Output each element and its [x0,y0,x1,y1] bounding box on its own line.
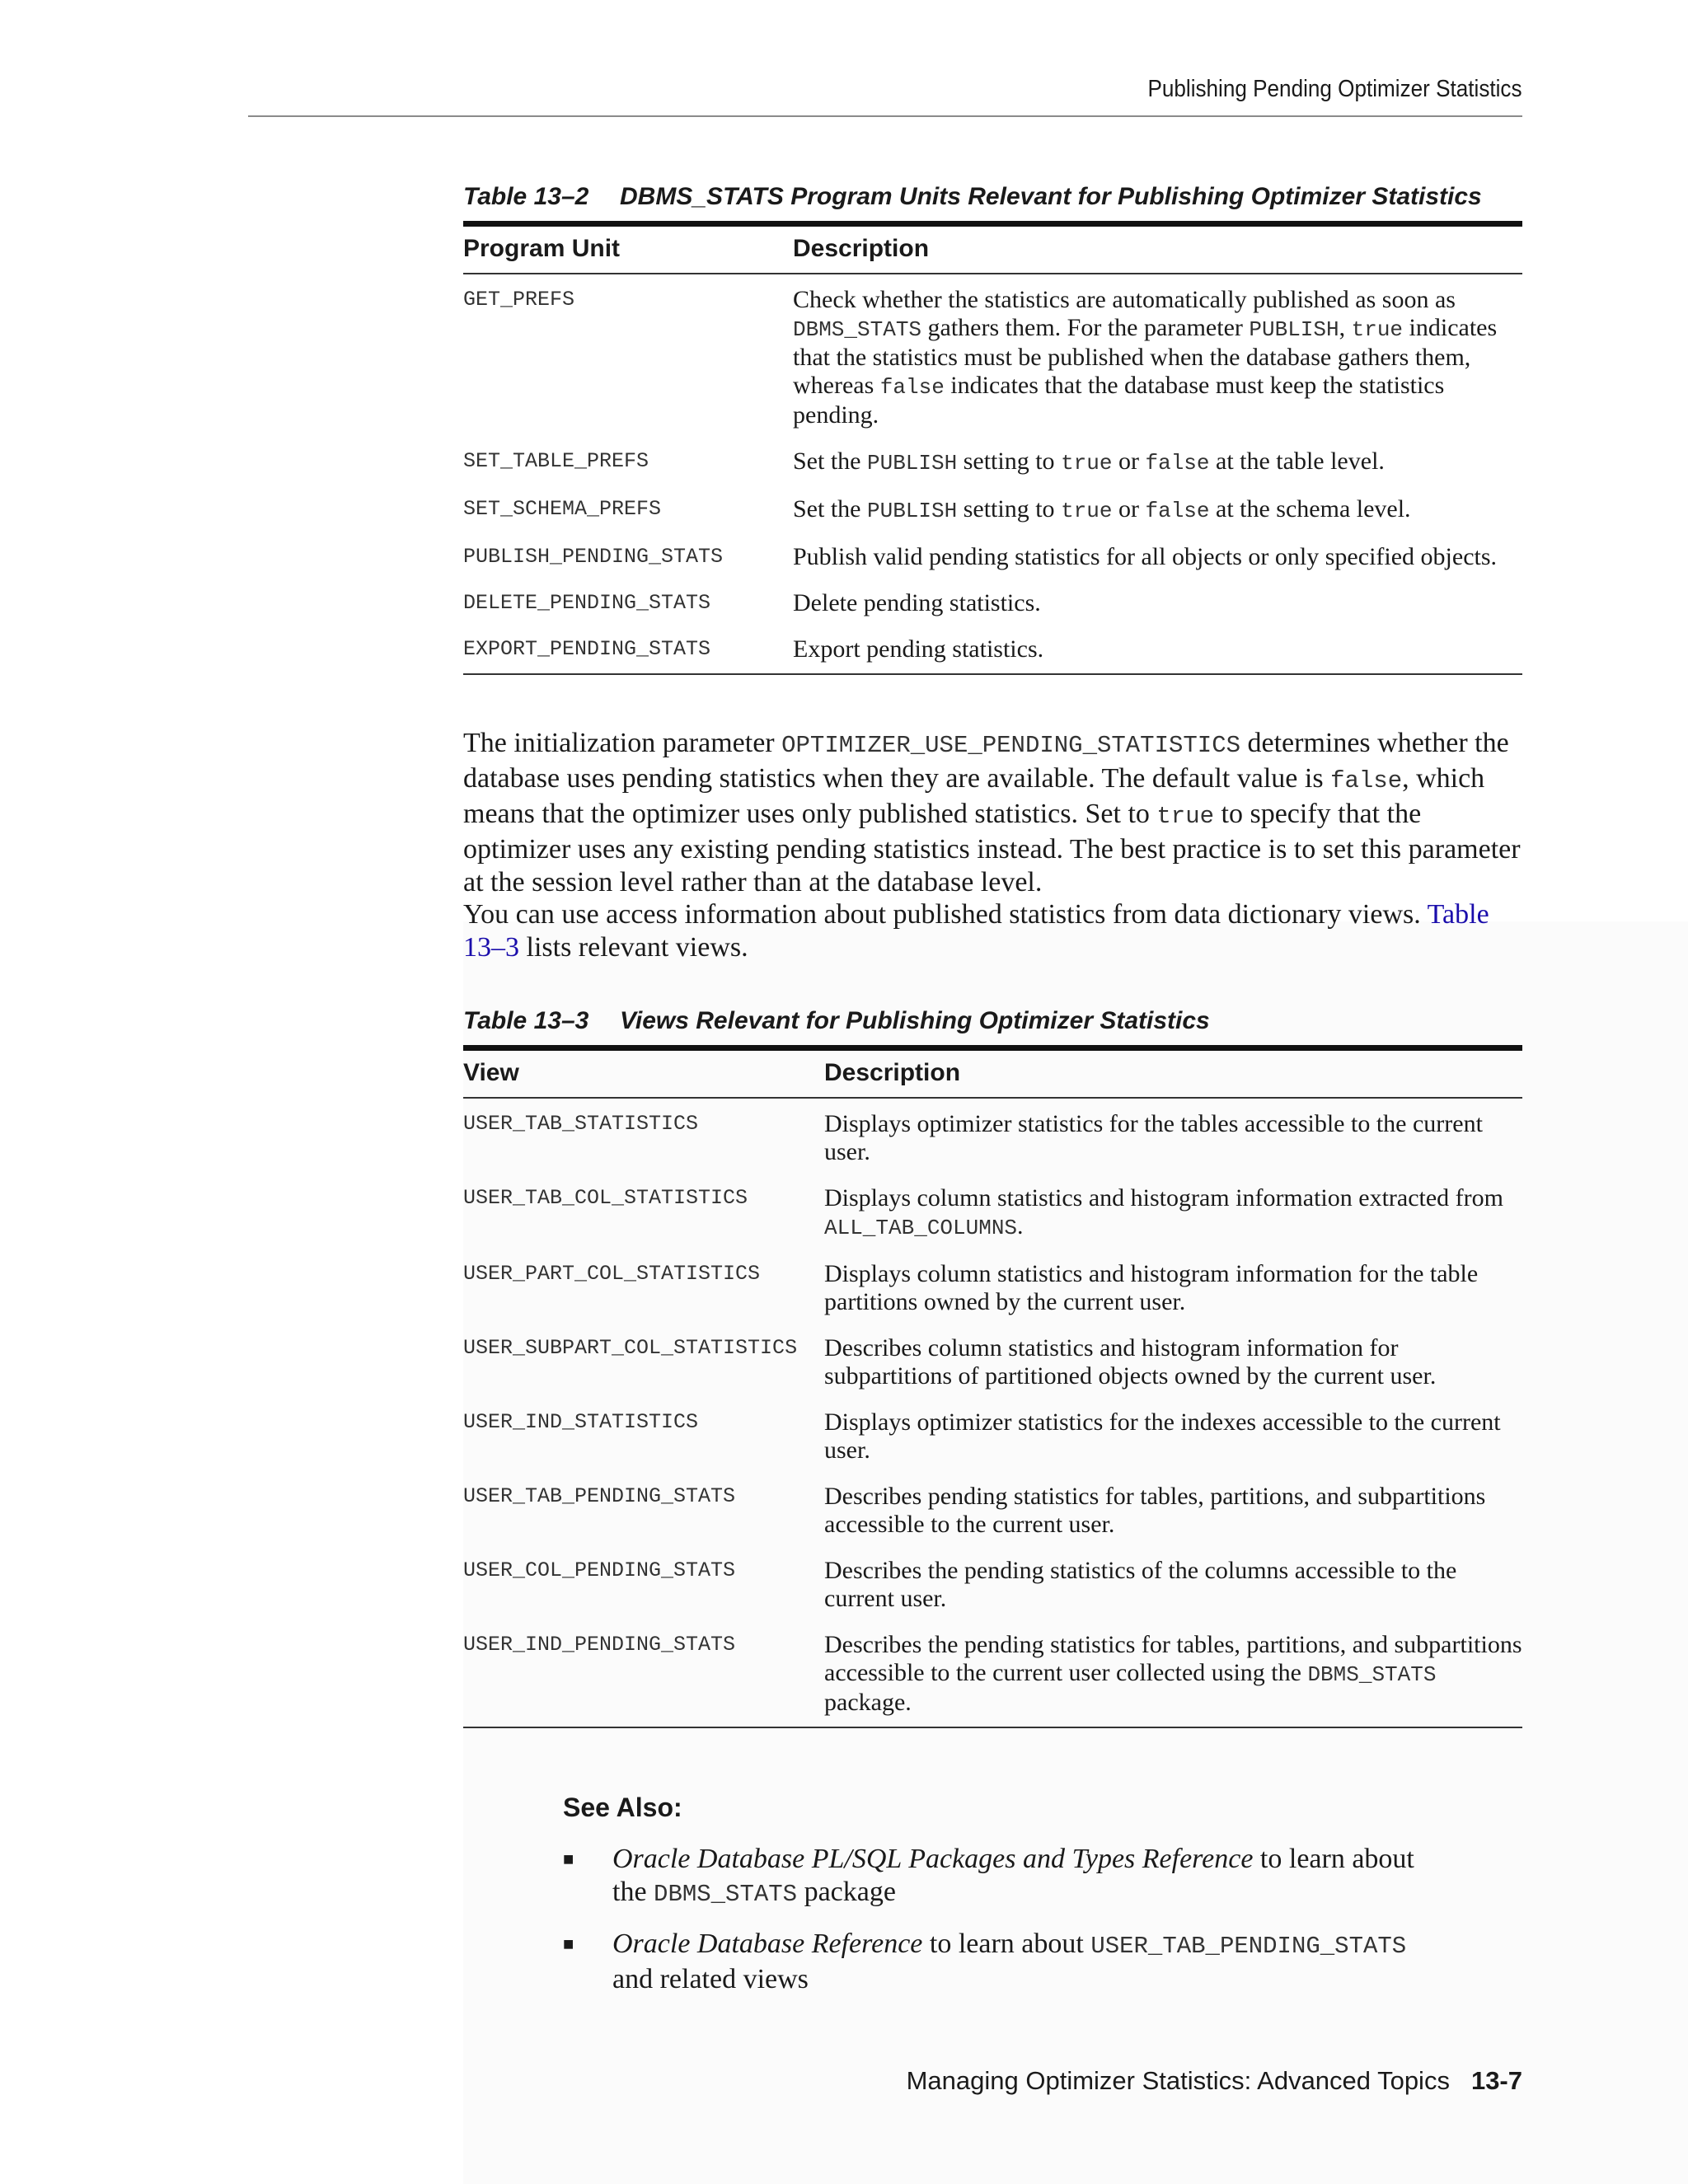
see-also-list [563,1843,1445,1996]
table-row [463,448,1522,495]
page-number: 13-7 [1470,2066,1522,2095]
program-unit-cell: PUBLISH_PENDING_STATS [463,545,724,569]
program-unit-cell: SET_TABLE_PREFS [463,449,649,473]
text-run: lists relevant views. [519,932,748,963]
text-run: package [797,1877,896,1907]
see-also-heading: See Also: [563,1793,682,1822]
program-unit-cell: SET_SCHEMA_PREFS [463,497,662,521]
table-row [463,635,1522,674]
description-cell [824,1483,1522,1557]
code-term: false [1330,767,1403,794]
description-cell [793,589,1522,635]
code-term: false [879,375,945,400]
text-run: at the table level. [1209,448,1385,475]
text-run: to learn about the [612,1844,1414,1907]
text-run: Export pending statistics. [793,635,1044,663]
text-run: Set the [793,448,867,475]
column-header-view: View [463,1048,824,1099]
description-cell [824,1334,1522,1408]
text-run: Set the [793,495,867,523]
program-unit-cell: DELETE_PENDING_STATS [463,591,711,615]
table-row [463,495,1522,543]
table-number: Table 13–2 [463,183,589,210]
description-cell [824,1260,1522,1334]
text-run: Displays optimizer statistics for the tables accessible to the current user. [824,1110,1483,1165]
text-run: Describes column statistics and histogram information for subpartitions of partitioned objects owned by the current user. [824,1334,1437,1390]
code-term: PUBLISH [1249,317,1339,342]
square-bullet-icon: ■ [563,1933,574,1954]
program-unit-cell: GET_PREFS [463,288,575,312]
program-unit-cell: USER_TAB_PENDING_STATS [463,1484,736,1508]
text-run: . [1017,1212,1024,1240]
program-unit-cell: USER_TAB_STATISTICS [463,1112,699,1136]
table-number: Table 13–3 [463,1007,589,1034]
table-cross-reference-link[interactable]: Table 13–3 [463,899,1489,963]
column-header-program-unit: Program Unit [463,224,793,274]
running-header: Publishing Pending Optimizer Statistics [1147,76,1522,102]
program-unit-cell: EXPORT_PENDING_STATS [463,637,711,661]
description-cell [793,495,1522,543]
text-run: Describes the pending statistics of the columns accessible to the current user. [824,1557,1457,1612]
text-run: Displays column statistics and histogram information extracted from [824,1184,1503,1212]
code-term: PUBLISH [867,499,958,523]
text-run: Publish valid pending statistics for all objects or only specified objects. [793,543,1498,570]
table-row [463,1334,1522,1408]
description-cell [824,1098,1522,1184]
text-run: determines whether the database uses pending statistics when they are available. The default value is [463,728,1509,794]
code-term: false [1145,451,1210,476]
text-run: or [1112,448,1146,475]
code-term: true [1351,317,1404,342]
text-run: setting to [957,448,1062,475]
views-table [463,1045,1522,1728]
text-run: to learn about [922,1929,1091,1959]
column-header-description: Description [824,1048,1522,1099]
see-also-note [563,1793,1445,2013]
text-run: to specify that the optimizer uses any existing pending statistics instead. The best practice is to set this parameter at the session level rather than at the database level. [463,799,1521,898]
program-units-table-block [463,183,1522,675]
text-run: Displays column statistics and histogram information for the table partitions owned by the current user. [824,1260,1479,1315]
book-title: Oracle Database PL/SQL Packages and Types Reference [612,1844,1254,1874]
table-title: Views Relevant for Publishing Optimizer Statistics [620,1007,1210,1034]
code-term: DBMS_STATS [793,317,922,342]
code-term: false [1145,499,1210,523]
code-term: PUBLISH [867,451,958,476]
table-row [463,1184,1522,1260]
body-paragraph [463,727,1526,899]
description-cell [793,448,1522,495]
text-run: indicates that the statistics must be published when the database gathers them, whereas [793,314,1498,399]
see-also-item [563,1928,1445,1996]
program-unit-cell: USER_IND_STATISTICS [463,1410,699,1434]
code-term: true [1061,451,1113,476]
text-run: and related views [612,1964,809,1994]
text-run: gathers them. For the parameter [921,314,1250,341]
program-unit-cell: USER_TAB_COL_STATISTICS [463,1186,748,1210]
text-run: , which means that the optimizer uses only published statistics. Set to [463,763,1485,829]
text-run: package. [824,1689,912,1716]
code-term: USER_TAB_PENDING_STATS [1090,1933,1407,1960]
table-caption [463,183,1522,221]
page-footer [907,2066,1522,2096]
table-row [463,1098,1522,1184]
description-cell [793,543,1522,589]
program-units-table [463,221,1522,675]
table-title: DBMS_STATS Program Units Relevant for Publishing Optimizer Statistics [620,183,1482,210]
column-header-description: Description [793,224,1522,274]
description-cell [824,1184,1522,1260]
text-run: indicates that the database must keep the statistics pending. [793,372,1445,429]
text-run: Check whether the statistics are automatically published as soon as [793,286,1456,313]
table-row [463,589,1522,635]
table-row [463,1483,1522,1557]
text-run: setting to [957,495,1062,523]
code-term: true [1156,803,1215,830]
table-row [463,1408,1522,1483]
description-cell [824,1408,1522,1483]
program-unit-cell: USER_SUBPART_COL_STATISTICS [463,1336,798,1360]
text-run: at the schema level. [1209,495,1411,523]
book-title: Oracle Database Reference [612,1929,923,1959]
table-row [463,543,1522,589]
header-rule [248,115,1522,117]
table-row [463,1631,1522,1727]
code-term: DBMS_STATS [1307,1662,1437,1687]
code-term: OPTIMIZER_USE_PENDING_STATISTICS [781,732,1240,759]
text-run: or [1112,495,1146,523]
description-cell [793,274,1522,448]
description-cell [793,635,1522,674]
code-term: ALL_TAB_COLUMNS [824,1216,1018,1240]
square-bullet-icon: ■ [563,1849,574,1869]
table-row [463,1557,1522,1631]
text-run: You can use access information about published statistics from data dictionary views. [463,899,1428,930]
table-caption [463,1007,1522,1045]
text-run: Delete pending statistics. [793,589,1041,616]
text-run: , [1339,314,1352,341]
description-cell [824,1631,1522,1727]
text-run: Describes pending statistics for tables, partitions, and subpartitions accessible to the current user. [824,1483,1486,1538]
program-unit-cell: USER_IND_PENDING_STATS [463,1633,736,1657]
code-term: true [1061,499,1113,523]
program-unit-cell: USER_COL_PENDING_STATS [463,1558,736,1582]
text-run: The initialization parameter [463,728,782,758]
text-run: Describes the pending statistics for tables, partitions, and subpartitions accessible to the current user collected using the [824,1631,1522,1686]
code-term: DBMS_STATS [654,1881,798,1908]
text-run: Displays optimizer statistics for the indexes accessible to the current user. [824,1408,1501,1464]
views-table-block [463,1007,1522,1728]
footer-chapter-title: Managing Optimizer Statistics: Advanced Topics [906,2066,1450,2095]
see-also-item [563,1843,1445,1911]
description-cell [824,1557,1522,1631]
table-row [463,274,1522,448]
body-paragraph [463,898,1526,964]
table-row [463,1260,1522,1334]
program-unit-cell: USER_PART_COL_STATISTICS [463,1262,761,1286]
